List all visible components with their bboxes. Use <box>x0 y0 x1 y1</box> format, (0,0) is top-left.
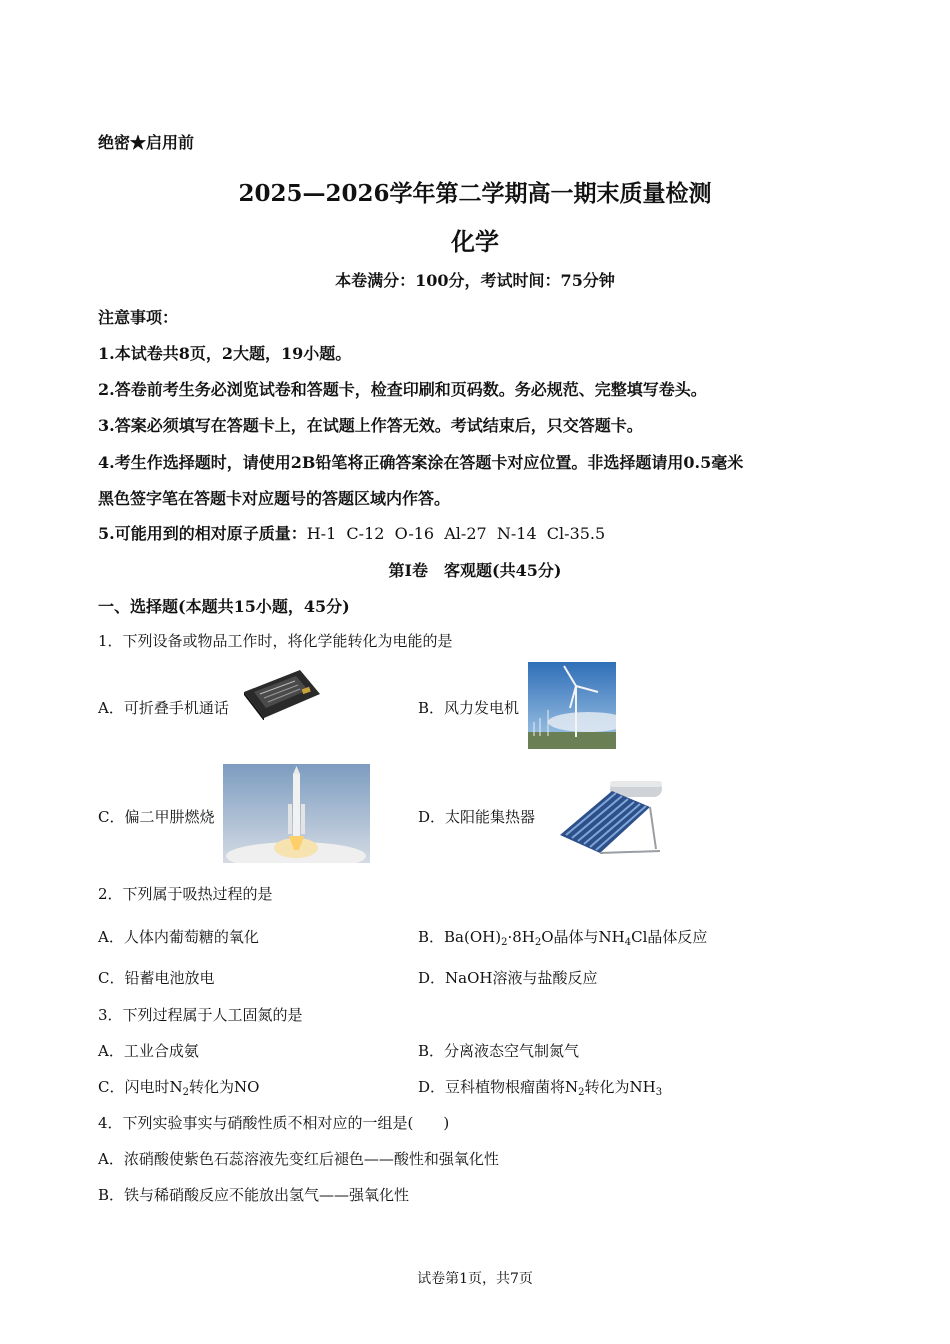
q4-option-a: A．浓硝酸使紫色石蕊溶液先变红后褪色——酸性和强氧化性 <box>98 1150 499 1168</box>
text-part: 转化为NO <box>188 1078 260 1096</box>
formula-part: O晶体与NH <box>541 928 625 946</box>
note-item: 1.本试卷共8页，2大题，19小题。 <box>98 344 352 363</box>
q3-option-d <box>418 1076 662 1098</box>
exam-info: 本卷满分：100分，考试时间：75分钟 <box>335 271 615 290</box>
note-item: 3.答案必须填写在答题卡上，在试题上作答无效。考试结束后，只交答题卡。 <box>98 416 643 435</box>
q4-stem: 4．下列实验事实与硝酸性质不相对应的一组是( ) <box>98 1114 450 1132</box>
q2-option-b-prefix: B． <box>418 928 445 946</box>
note-item: 4.考生作选择题时，请使用2B铅笔将正确答案涂在答题卡对应位置。非选择题请用0.5毫米 <box>98 453 744 472</box>
notes-heading: 注意事项： <box>98 308 179 327</box>
subscript: 2 <box>578 1087 585 1098</box>
q2-option-a: A．人体内葡萄糖的氧化 <box>98 928 259 946</box>
q1-option-c: C．偏二甲肼燃烧 <box>98 808 215 826</box>
exam-title: 2025—2026学年第二学期高一期末质量检测 <box>238 180 712 207</box>
page-footer: 试卷第1页，共7页 <box>417 1271 533 1287</box>
q1-stem: 1．下列设备或物品工作时，将化学能转化为电能的是 <box>98 632 453 650</box>
q1-option-a: A．可折叠手机通话 <box>98 699 229 717</box>
q3-stem: 3．下列过程属于人工固氮的是 <box>98 1006 303 1024</box>
q2-stem: 2．下列属于吸热过程的是 <box>98 885 273 903</box>
q2-option-d: D．NaOH溶液与盐酸反应 <box>418 969 598 987</box>
section-heading: 一、选择题(本题共15小题，45分) <box>98 597 350 616</box>
q2-option-b <box>418 926 707 948</box>
formula-part: Ba(OH) <box>444 928 502 946</box>
note-atomic-masses <box>98 521 605 544</box>
formula-part: ·8H <box>507 928 535 946</box>
subscript: 2 <box>182 1087 189 1098</box>
subscript: 3 <box>655 1087 663 1098</box>
q1-option-d: D．太阳能集热器 <box>418 808 536 826</box>
atomic-masses-values: H-1 C-12 O-16 Al-27 N-14 Cl-35.5 <box>306 524 606 543</box>
rocket-launch-image <box>223 764 370 863</box>
solar-collector-image <box>552 777 667 857</box>
q3-option-b: B．分离液态空气制氮气 <box>418 1042 580 1060</box>
wind-turbine-image <box>528 662 616 749</box>
q2-option-c: C．铅蓄电池放电 <box>98 969 215 987</box>
subscript: 2 <box>501 937 508 948</box>
atomic-masses-label: 5.可能用到的相对原子质量： <box>98 524 307 543</box>
q4-option-b: B．铁与稀硝酸反应不能放出氢气——强氧化性 <box>98 1186 410 1204</box>
phone-battery-image <box>240 668 322 720</box>
part-title: 第Ⅰ卷 客观题(共45分) <box>388 561 562 580</box>
q3-option-a: A．工业合成氨 <box>98 1042 199 1060</box>
subscript: 2 <box>534 937 542 948</box>
confidential-mark: 绝密★启用前 <box>98 133 195 152</box>
note-item: 黑色签字笔在答题卡对应题号的答题区域内作答。 <box>98 489 451 508</box>
text-part: 转化为NH <box>584 1078 656 1096</box>
text-part: C．闪电时N <box>98 1078 183 1096</box>
text-part: D．豆科植物根瘤菌将N <box>418 1078 579 1096</box>
q1-option-b: B．风力发电机 <box>418 699 520 717</box>
q3-option-c <box>98 1076 259 1098</box>
subscript: 4 <box>624 937 632 948</box>
formula-part: Cl晶体反应 <box>631 928 708 946</box>
note-item: 2.答卷前考生务必浏览试卷和答题卡，检查印刷和页码数。务必规范、完整填写卷头。 <box>98 380 707 399</box>
subject-title: 化学 <box>451 227 499 256</box>
